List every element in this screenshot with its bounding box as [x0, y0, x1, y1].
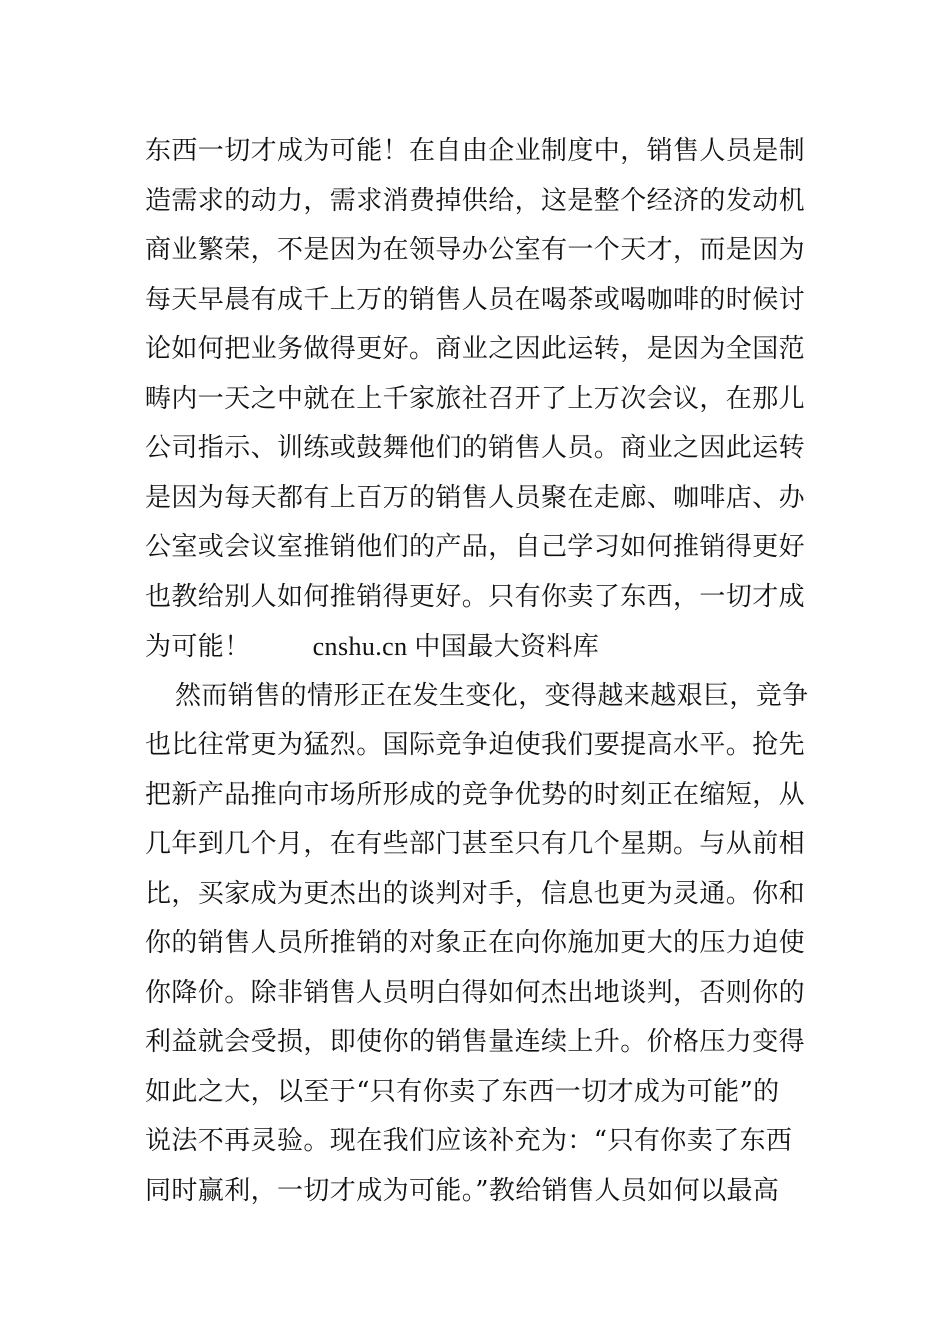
text-line: 说法不再灵验。现在我们应该补充为：“只有你卖了东西	[145, 1126, 793, 1156]
closing-text: 为可能！	[145, 632, 251, 662]
text-line: 公室或会议室推销他们的产品，自己学习如何推销得更好	[145, 532, 806, 562]
text-line: 如此之大，以至于“只有你卖了东西一切才成为可能”的	[145, 1076, 780, 1107]
text-line: 论如何把业务做得更好。商业之因此运转，是因为全国范	[145, 334, 806, 364]
text-line: 几年到几个月，在有些部门甚至只有几个星期。与从前相	[145, 829, 806, 859]
text-line: 畴内一天之中就在上千家旅社召开了上万次会议，在那儿	[145, 383, 806, 414]
closing-line	[145, 622, 825, 672]
text-line: 你的销售人员所推销的对象正在向你施加更大的压力迫使	[145, 928, 806, 958]
text-line: 商业繁荣，不是因为在领导办公室有一个天才，而是因为	[145, 235, 806, 265]
text-line: 东西一切才成为可能！在自由企业制度中，销售人员是制	[145, 136, 806, 166]
document-body	[145, 127, 825, 1216]
text-line: 每天早晨有成千上万的销售人员在喝茶或喝咖啡的时候讨	[145, 284, 806, 315]
text-line: 是因为每天都有上百万的销售人员聚在走廊、咖啡店、办	[145, 482, 806, 513]
text-line: 比，买家成为更杰出的谈判对手，信息也更为灵通。你和	[145, 878, 806, 909]
text-line: 同时赢利，一切才成为可能。”教给销售人员如何以最高	[145, 1175, 780, 1206]
paragraph-first-line: 然而销售的情形正在发生变化，变得越来越艰巨，竞争	[175, 680, 809, 711]
text-line: 你降价。除非销售人员明白得如何杰出地谈判，否则你的	[145, 977, 806, 1008]
site-watermark-text: cnshu.cn 中国最大资料库	[312, 632, 600, 661]
text-line: 也教给别人如何推销得更好。只有你卖了东西，一切才成	[145, 581, 806, 612]
text-line: 把新产品推向市场所形成的竞争优势的时刻正在缩短，从	[145, 779, 806, 810]
text-line: 也比往常更为猛烈。国际竞争迫使我们要提高水平。抢先	[145, 730, 806, 760]
text-line: 利益就会受损，即使你的销售量连续上升。价格压力变得	[145, 1027, 806, 1057]
text-line: 公司指示、训练或鼓舞他们的销售人员。商业之因此运转	[145, 433, 806, 463]
text-line: 造需求的动力，需求消费掉供给，这是整个经济的发动机	[145, 185, 806, 216]
